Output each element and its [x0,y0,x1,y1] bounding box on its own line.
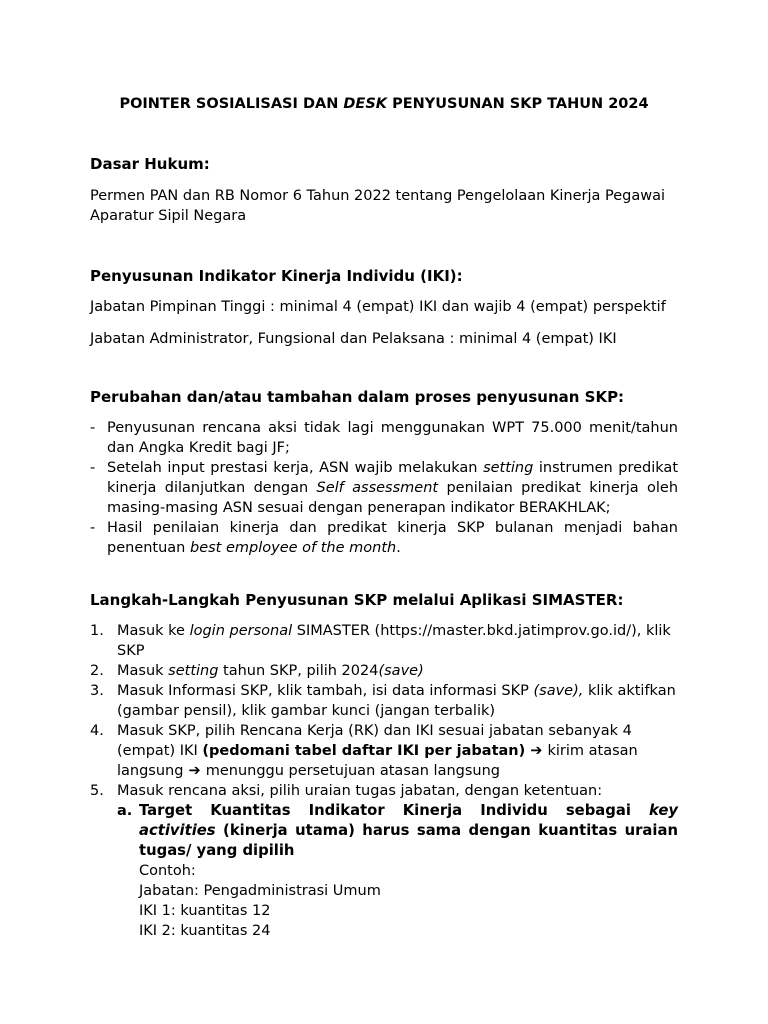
step-2-text-c: tahun SKP, pilih 2024 [218,663,379,679]
langkah-list [90,621,678,941]
iki-line-1: Jabatan Pimpinan Tinggi : minimal 4 (empat) IKI dan wajib 4 (empat) perspektif [90,299,666,315]
perubahan-item-3 [90,518,678,558]
step-4-number: 4. [90,723,104,739]
iki-line-2: Jabatan Administrator, Fungsional dan Pelaksana : minimal 4 (empat) IKI [90,331,617,347]
step-1-login-personal: login personal [189,623,293,639]
step-5-number: 5. [90,783,104,799]
perubahan-section [90,387,678,558]
perubahan-item-2-text-a: Setelah input prestasi kerja, ASN wajib melakukan [107,460,484,476]
step-4-text-c: kirim atasan langsung [117,743,638,779]
langkah-step-1 [90,621,678,661]
langkah-step-5 [90,781,678,941]
document-title [0,94,768,114]
perubahan-heading: Perubahan dan/atau tambahan dalam proses penyusunan SKP: [90,388,625,406]
step-2-text-a: Masuk [117,663,169,679]
step-3-text-a: Masuk Informasi SKP, klik tambah, isi data informasi SKP [117,683,534,699]
contoh-label: Contoh: [139,863,196,879]
step-1-number: 1. [90,623,104,639]
perubahan-item-3-text-a: Hasil penilaian kinerja dan predikat kinerja SKP bulanan menjadi bahan penentuan [107,520,678,556]
perubahan-item-2-text-e: penilaian predikat kinerja oleh masing-masing ASN sesuai dengan penerapan indikator BERAKHLAK; [107,480,679,516]
perubahan-item-2-text-c: instrumen predikat kinerja dilanjutkan dengan [107,460,679,496]
step-3-number: 3. [90,683,104,699]
perubahan-item-2 [90,458,678,518]
langkah-heading: Langkah-Langkah Penyusunan SKP melalui Aplikasi SIMASTER: [90,591,624,609]
sub-a-text-a: Target Kuantitas Indikator Kinerja Individu sebagai [139,802,649,819]
langkah-step-3 [90,681,678,721]
iki-heading: Penyusunan Indikator Kinerja Individu (IKI): [90,267,463,285]
perubahan-item-2-setting: setting [483,460,534,476]
step-2-setting: setting [168,663,219,679]
step-5-sub-a [117,801,678,941]
arrow-right-icon: ➔ [183,763,206,779]
step-3-save: (save), [533,683,584,699]
contoh-jabatan: Jabatan: Pengadministrasi Umum [139,883,381,899]
title-part-1: POINTER SOSIALISASI DAN [119,96,344,112]
title-italic: DESK [343,96,388,112]
step-4-pedomani: (pedomani tabel daftar IKI per jabatan) [202,743,526,759]
step-3-text-c: klik aktifkan (gambar pensil), klik gambar kunci (jangan terbalik) [117,683,676,719]
contoh-iki-1: IKI 1: kuantitas 12 [139,903,271,919]
dasar-hukum-text: Permen PAN dan RB Nomor 6 Tahun 2022 tentang Pengelolaan Kinerja Pegawai Aparatur Sipil Negara [90,188,666,224]
iki-section [90,266,678,349]
perubahan-item-3-best-employee: best employee of the month [190,540,397,556]
perubahan-item-2-self-assessment: Self assessment [316,480,439,496]
step-2-save: (save) [378,663,424,679]
dasar-hukum-section [90,154,678,226]
step-5-text: Masuk rencana aksi, pilih uraian tugas jabatan, dengan ketentuan: [117,783,603,799]
langkah-step-4 [90,721,678,781]
langkah-section [90,590,678,941]
arrow-right-icon: ➔ [525,743,548,759]
contoh-iki-2: IKI 2: kuantitas 24 [139,923,271,939]
sub-a-key-activities: key activities [139,802,678,839]
sub-a-text [139,801,678,861]
langkah-step-2 [90,661,678,681]
step-1-text-c: SIMASTER (https://master.bkd.jatimprov.go.id/), klik SKP [117,623,671,659]
dasar-hukum-heading: Dasar Hukum: [90,155,210,173]
step-4-text-a: Masuk SKP, pilih Rencana Kerja (RK) dan IKI sesuai jabatan sebanyak 4 (empat) IKI [117,723,632,759]
perubahan-item-1-text: Penyusunan rencana aksi tidak lagi menggunakan WPT 75.000 menit/tahun dan Angka Kredit bagi JF; [107,420,678,456]
perubahan-item-3-text-c: . [396,540,401,556]
perubahan-list [90,418,678,558]
step-4-text-d: menunggu persetujuan atasan langsung [205,763,501,779]
perubahan-item-1 [90,418,678,458]
step-1-text-a: Masuk ke [117,623,190,639]
step-2-number: 2. [90,663,104,679]
title-part-2: PENYUSUNAN SKP TAHUN 2024 [387,96,649,112]
sub-a-text-c: (kinerja utama) harus sama dengan kuantitas uraian tugas/ yang dipilih [139,822,678,859]
sub-a-letter: a. [117,803,133,819]
